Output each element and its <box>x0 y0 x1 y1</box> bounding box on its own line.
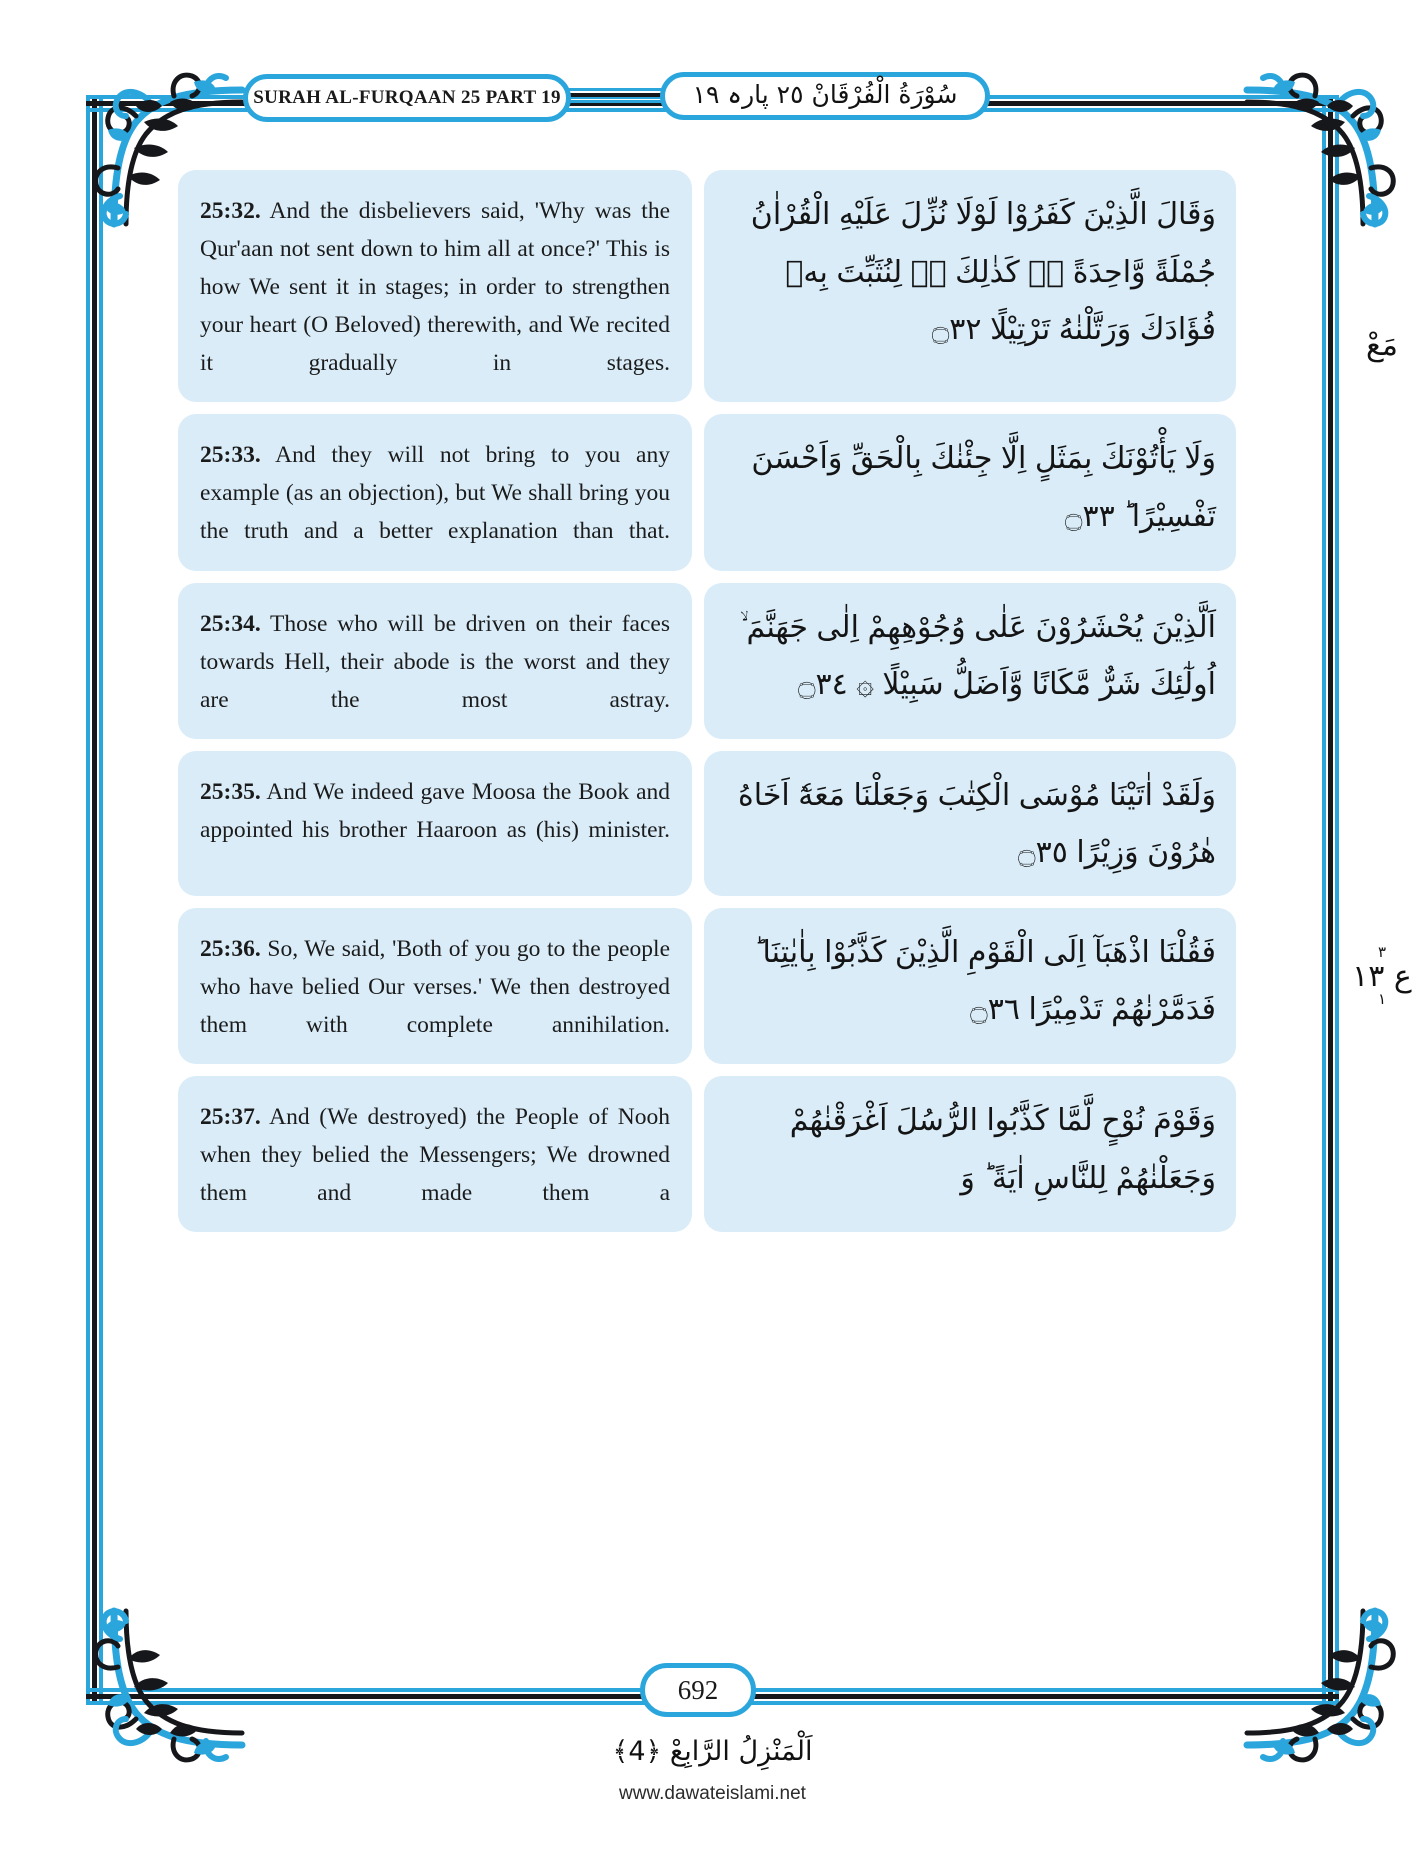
verse-english-text: And the disbelievers said, 'Why was the Qur'aan not sent down to him all at once?' This is how We sent it in stages; in order to strengthen your heart (O Beloved) therewith, and We recited it gradually in stages. <box>200 198 670 377</box>
verse-row <box>178 170 1236 402</box>
verse-arabic-panel: اَلَّذِيْنَ يُحْشَرُوْنَ عَلٰى وُجُوْهِهِمْ اِلٰى جَهَنَّمَ ۙ اُولٰٓئِكَ شَرٌّ مَّكَانًا وَّاَضَلُّ سَبِيْلًا ۞ ۝٣٤ <box>704 583 1236 739</box>
ruku-marker-above: ٣ <box>1377 943 1387 961</box>
verse-number: 25:34. <box>200 610 261 637</box>
ruku-marker-below: ١ <box>1377 990 1387 1009</box>
verse-number: 25:37. <box>200 1104 261 1131</box>
verse-english-text: And they will not bring to you any example (as an objection), but We shall bring you the truth and a better explanation than that. <box>200 442 670 545</box>
website-url[interactable]: www.dawateislami.net <box>619 1783 806 1804</box>
verse-row <box>178 1076 1236 1232</box>
verse-english-panel <box>178 1076 692 1232</box>
verse-arabic-panel: وَقَالَ الَّذِيْنَ كَفَرُوْا لَوْلَا نُزِّلَ عَلَيْهِ الْقُرْاٰنُ جُمْلَةً وَّاحِدَةً ۛۚ كَذٰلِكَ ۛۚ لِنُثَبِّتَ بِهٖ فُؤَادَكَ وَرَتَّلْنٰهُ تَرْتِيْلًا ۝٣٢ <box>704 170 1236 402</box>
verse-english-panel <box>178 414 692 570</box>
surah-title-chip-english <box>243 74 571 122</box>
verse-english-text: So, We said, 'Both of you go to the people who have belied Our verses.' We then destroyed them with complete annihilation. <box>200 935 670 1038</box>
page-border-left <box>86 95 103 1705</box>
verse-arabic-panel: وَلَقَدْ اٰتَيْنَا مُوْسَى الْكِتٰبَ وَجَعَلْنَا مَعَهٗٓ اَخَاهُ هٰرُوْنَ وَزِيْرًا ۝٣٥ <box>704 751 1236 896</box>
verse-number: 25:36. <box>200 935 261 962</box>
ruku-marker-glyph: ع ١٣ <box>1352 958 1412 994</box>
verse-english-text: Those who will be driven on their faces towards Hell, their abode is the worst and they are the most astray. <box>200 610 670 713</box>
verse-arabic-panel: وَقَوْمَ نُوْحٍ لَّمَّا كَذَّبُوا الرُّسُلَ اَغْرَقْنٰهُمْ وَجَعَلْنٰهُمْ لِلنَّاسِ اٰيَةً ؕ وَ <box>704 1076 1236 1232</box>
verse-row <box>178 583 1236 739</box>
verse-list <box>178 170 1236 1244</box>
verse-english-text: And We indeed gave Moosa the Book and appointed his brother Haaroon as (his) minister. <box>200 778 670 843</box>
verse-number: 25:32. <box>200 198 261 224</box>
surah-title-english: SURAH AL-FURQAAN 25 PART 19 <box>253 87 561 108</box>
verse-number: 25:35. <box>200 778 261 805</box>
surah-title-chip-arabic <box>660 72 990 120</box>
ruku-marker <box>1352 945 1412 1008</box>
maa-marker <box>1352 330 1412 362</box>
surah-title-arabic: سُوْرَةُ الْفُرْقَانْ ٢٥ پارہ ١٩ <box>692 79 958 109</box>
verse-arabic-panel: وَلَا يَأْتُوْنَكَ بِمَثَلٍ اِلَّا جِئْنٰكَ بِالْحَقِّ وَاَحْسَنَ تَفْسِيْرًا ؕ ۝٣٣ <box>704 414 1236 570</box>
page-border-right <box>1322 95 1339 1705</box>
maa-marker-glyph: مَعْ <box>1365 328 1399 363</box>
verse-english-panel <box>178 908 692 1064</box>
manzil-label: اَلْمَنْزِلُ الرَّابِعْ ﴿4﴾ <box>612 1736 813 1767</box>
page-number: 692 <box>677 1674 719 1705</box>
verse-english-panel <box>178 751 692 896</box>
verse-row <box>178 751 1236 896</box>
page-number-chip <box>640 1663 756 1717</box>
verse-number: 25:33. <box>200 442 261 469</box>
verse-row <box>178 908 1236 1064</box>
verse-english-text: And (We destroyed) the People of Nooh when they belied the Messengers; We drowned them and made them a <box>200 1104 670 1207</box>
header-connector-rule <box>566 86 666 108</box>
verse-english-panel <box>178 170 692 402</box>
verse-row <box>178 414 1236 570</box>
verse-english-panel <box>178 583 692 739</box>
verse-arabic-panel: فَقُلْنَا اذْهَبَآ اِلَى الْقَوْمِ الَّذِيْنَ كَذَّبُوْا بِاٰيٰتِنَا ؕ فَدَمَّرْنٰهُمْ تَدْمِيْرًا ۝٣٦ <box>704 908 1236 1064</box>
